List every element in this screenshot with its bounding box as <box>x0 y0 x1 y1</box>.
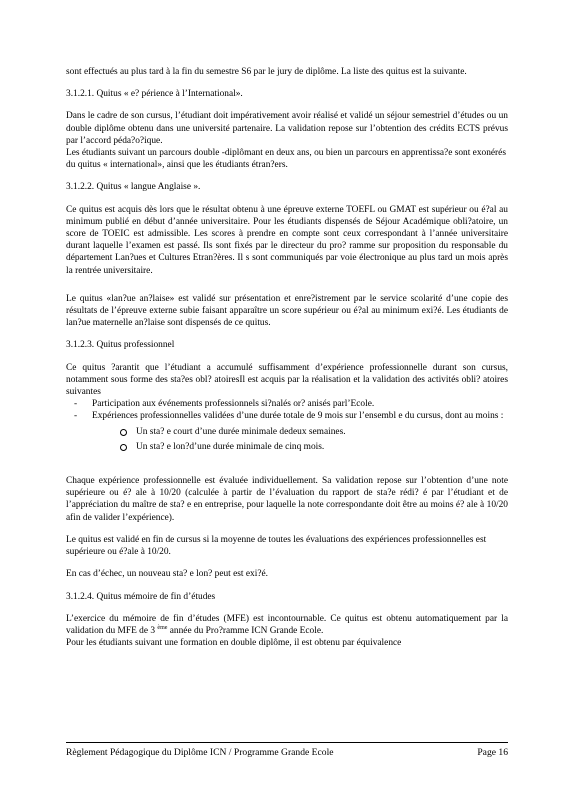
paragraph-professionnel-3: Le quitus est validé en fin de cursus si la moyenne de toutes les évaluations des expériences professionnelles est supérieure ou é?ale à 10/20. <box>66 534 487 558</box>
footer-page-number: Page 16 <box>477 747 508 758</box>
paragraph-professionnel-4: En cas d’échec, un nouveau sta? e lon? peut est exi?é. <box>66 569 268 580</box>
paragraph-anglais-1: Ce quitus est acquis dès lors que le résultat obtenu à une épreuve externe TOEFL ou GMAT est supérieur ou é?al au minimum publié en début d’année universitaire. Pour les étudiants dispensés de Séjour Académique obli?atoire, un score de TOEIC est admissible. Les scores à prendre en compte sont ceux correspondant à l’année universitaire durant laquelle l’examen est passé. Ils sont fixés par le directeur du pro? ramme sur proposition du responsable du département Lan?ues et Cultures Etran?ères. Il s sont communiqués par voie électronique au plus tard un mois après la rentrée universitaire. <box>66 204 508 276</box>
list-activites <box>66 398 508 453</box>
superscript-eme: ème <box>157 624 168 631</box>
sub-list-item <box>92 441 508 453</box>
sub-list-stages <box>92 426 508 453</box>
paragraph-anglais-2: Le quitus «lan?ue an?laise» est validé sur présentation et enre?istrement par le service scolarité d’une copie des résultats de l’épreuve externe subie faisant apparaître un score supérieur ou é?al au minimum exi?é. Les étudiants de lan?ue maternelle an?laise sont dispensés de ce quitus. <box>66 293 508 329</box>
list-item-text: Participation aux événements professionnels si?nalés or? anisés parl’Ecole. <box>92 399 375 410</box>
footer-title: Règlement Pédagogique du Diplôme ICN / Programme Grande Ecole <box>66 747 334 758</box>
paragraph-memoire-2: Pour les étudiants suivant une formation en double diplôme, il est obtenu par équivalence <box>66 638 402 649</box>
list-item-text: Expériences professionnelles validées d’une durée totale de 9 mois sur l’ensembl e du cursus, dont au moins : <box>92 411 504 422</box>
page-footer <box>66 742 508 759</box>
paragraph-memoire-1-part-b: année du Pro?ramme ICN Grande Ecole. <box>169 625 324 636</box>
paragraph-international-2: Les étudiants suivant un parcours double -diplômant en deux ans, ou bien un parcours en apprentissa?e sont exonérés du quitus « international», ainsi que les étudiants étran?ers. <box>66 148 506 171</box>
sub-list-item-text: Un sta? e lon?d’une durée minimale de cinq mois. <box>136 441 325 452</box>
section-heading-professionnel: 3.1.2.3. Quitus professionnel <box>66 340 175 351</box>
paragraph-professionnel-1: Ce quitus ?arantit que l’étudiant a accumulé suffisamment d’expérience professionnelle durant son cursus, notamment sous forme des sta?es obl? atoiresIl est acquis par la réalisation et la validation des activités obli? atoires suivantes <box>66 362 508 398</box>
paragraph-memoire-1-part-a: L’exercice du mémoire de fin d’études (MFE) est incontournable. Ce quitus est obtenu automatiquement par la validation du MFE de 3 <box>66 613 508 636</box>
paragraph-intro: sont effectués au plus tard à la fin du semestre S6 par le jury de diplôme. La liste des quitus est la suivante. <box>66 67 467 77</box>
section-heading-memoire: 3.1.2.4. Quitus mémoire de fin d’études <box>66 591 216 602</box>
sub-list-item <box>92 426 508 438</box>
section-heading-international: 3.1.2.1. Quitus « e? périence à l’International». <box>66 89 243 100</box>
paragraph-international-1: Dans le cadre de son cursus, l’étudiant doit impérativement avoir réalisé et validé un séjour semestriel d’études ou un double diplôme obtenu dans une université partenaire. La validation repose sur l’obtention des crédits ECTS prévus par l’accord péda?o?ique. <box>66 111 508 146</box>
list-item <box>66 398 508 410</box>
sub-list-item-text: Un sta? e court d’une durée minimale dedeux semaines. <box>136 426 346 437</box>
list-item <box>66 410 508 453</box>
paragraph-professionnel-2: Chaque expérience professionnelle est évaluée individuellement. Sa validation repose sur l’obtention d’une note supérieure ou é? ale à 10/20 (calculée à partir de l’évaluation du rapport de sta?e rédi? é par l’étudiant et de l’appréciation du maître de sta? e en entreprise, pour laquelle la note correspondante doit être au moins é? ale à 10/20 afin de valider l’expérience). <box>66 476 508 523</box>
paragraph-memoire-1 <box>66 613 508 637</box>
section-heading-anglais: 3.1.2.2. Quitus « langue Anglaise ». <box>66 182 201 193</box>
